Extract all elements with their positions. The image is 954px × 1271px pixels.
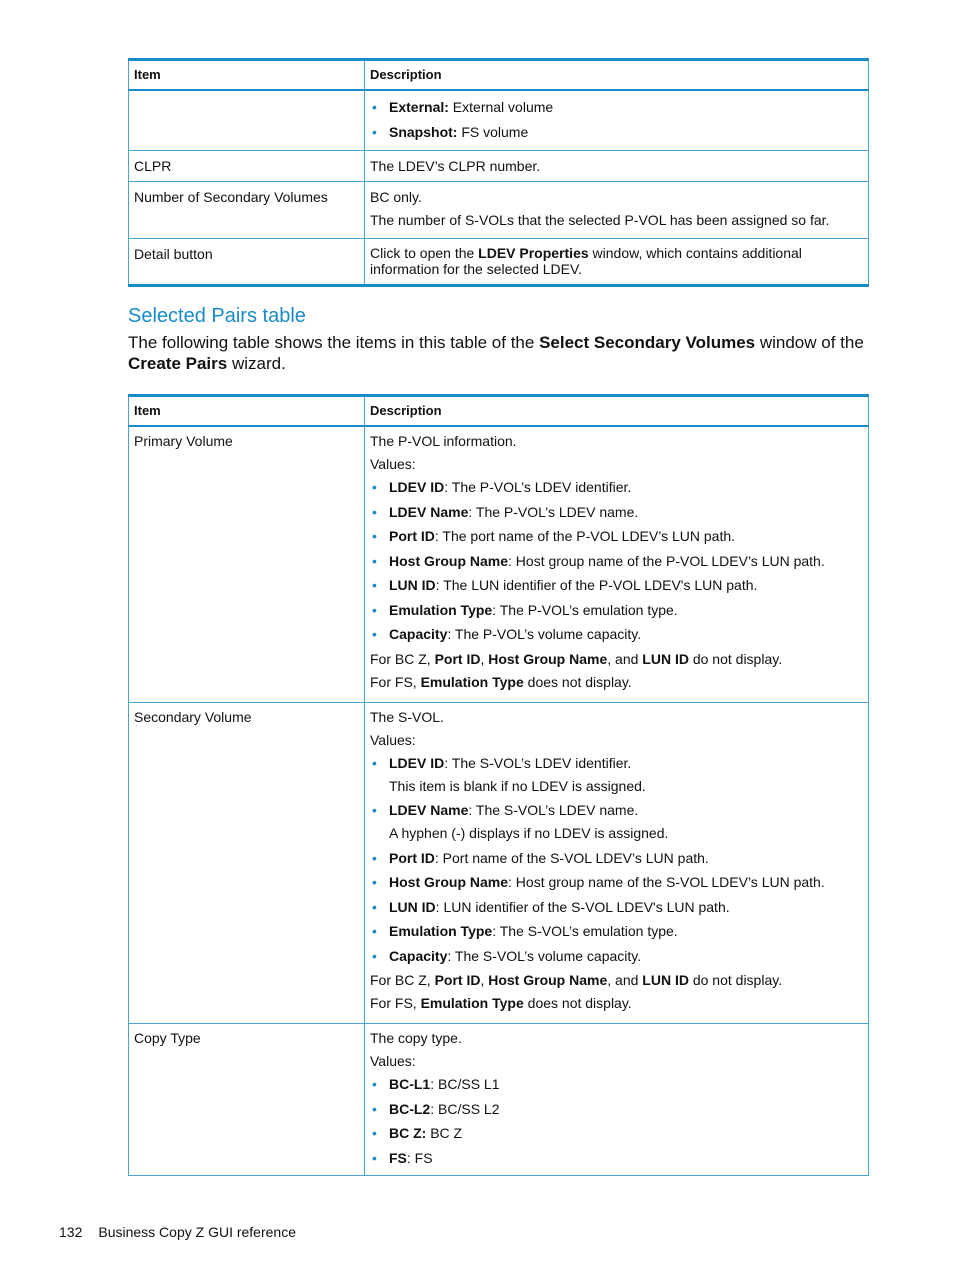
bullet-icon: •	[372, 947, 377, 964]
list-item	[370, 1123, 863, 1143]
window-name: LDEV Properties	[478, 245, 589, 261]
description-line: The copy type.	[370, 1030, 462, 1046]
note-term: Host Group Name	[488, 972, 608, 988]
term: Host Group Name	[389, 552, 509, 569]
bullet-icon: •	[372, 874, 377, 890]
table-header-row	[129, 396, 869, 427]
term-description: : The port name of the P-VOL LDEV’s LUN path.	[434, 528, 736, 544]
description-cell	[365, 426, 869, 702]
item-cell: Secondary Volume	[129, 702, 365, 1024]
term: FS	[389, 1149, 407, 1166]
intro-text: The following table shows the items in this table of the	[128, 333, 540, 352]
bullet-icon: •	[372, 626, 377, 642]
term-description: : Host group name of the S-VOL LDEV’s LUN path.	[508, 874, 825, 890]
list-item	[370, 1148, 863, 1168]
table-header-row	[129, 60, 869, 91]
wizard-name: Create Pairs	[128, 354, 228, 373]
term-description: : The P-VOL’s LDEV name.	[468, 503, 639, 520]
table-row	[129, 239, 869, 286]
note-line	[370, 970, 863, 990]
list-item	[370, 848, 863, 868]
term-description: : Port name of the S-VOL LDEV’s LUN path.	[434, 849, 709, 866]
note-term: Emulation Type	[420, 995, 524, 1011]
term: Capacity	[389, 947, 448, 964]
note-line	[370, 672, 863, 692]
description-cell	[365, 182, 869, 239]
description-line: Values:	[370, 731, 416, 748]
term: BC-L2	[389, 1100, 431, 1117]
term: Port ID	[389, 528, 435, 544]
bullet-icon: •	[372, 923, 377, 939]
note-text: , and	[607, 650, 643, 667]
description-cell	[365, 90, 869, 151]
term-note: A hyphen (-) displays if no LDEV is assigned.	[389, 825, 669, 841]
note-text: For BC Z,	[370, 650, 435, 667]
description-cell	[365, 239, 869, 286]
item-cell: Copy Type	[129, 1024, 365, 1176]
bullet-icon: •	[372, 479, 377, 495]
window-name: Select Secondary Volumes	[539, 333, 756, 352]
bullet-icon: •	[372, 754, 377, 771]
item-cell: CLPR	[129, 151, 365, 182]
term-description: : Host group name of the P-VOL LDEV’s LUN path.	[508, 552, 825, 569]
term-description: : The LUN identifier of the P-VOL LDEV's LUN path.	[435, 577, 758, 593]
term: BC-L1	[389, 1076, 431, 1092]
bullet-list	[370, 1074, 863, 1168]
table-row	[129, 151, 869, 182]
list-item	[370, 921, 863, 941]
term: Host Group Name	[389, 874, 509, 890]
note-term: LUN ID	[642, 972, 689, 988]
description-cell: The LDEV’s CLPR number.	[365, 151, 869, 182]
list-item	[370, 575, 863, 595]
selected-pairs-table	[128, 394, 869, 1176]
term-description: : BC/SS L1	[430, 1076, 500, 1092]
bullet-icon: •	[372, 577, 377, 593]
item-cell: Number of Secondary Volumes	[129, 182, 365, 239]
term-description: : FS	[406, 1149, 433, 1166]
list-item	[370, 526, 863, 546]
bullet-icon: •	[372, 99, 377, 115]
list-item	[370, 753, 863, 796]
column-header-description: Description	[365, 60, 869, 91]
list-item	[370, 97, 863, 117]
bullet-icon: •	[372, 898, 377, 915]
items-table-continued	[128, 58, 869, 287]
bullet-list	[370, 477, 863, 644]
note-text: does not display.	[523, 673, 632, 690]
bullet-list	[370, 97, 863, 142]
note-text: , and	[607, 972, 643, 988]
note-term: Emulation Type	[420, 673, 524, 690]
term-description: : The S-VOL’s emulation type.	[492, 923, 678, 939]
page-footer	[59, 1222, 296, 1242]
table-row	[129, 90, 869, 151]
term: BC Z:	[389, 1125, 427, 1141]
term: LUN ID	[389, 898, 436, 915]
list-item	[370, 502, 863, 522]
intro-text: wizard.	[227, 354, 286, 373]
note-term: Port ID	[434, 650, 481, 667]
page-number: 132	[59, 1224, 83, 1240]
bullet-icon: •	[372, 1100, 377, 1117]
description-line: The P-VOL information.	[370, 433, 517, 449]
description-line: The S-VOL.	[370, 708, 444, 725]
bullet-list	[370, 753, 863, 966]
term-description: : The S-VOL’s LDEV identifier.	[444, 754, 632, 771]
term: Emulation Type	[389, 601, 493, 618]
note-text: ,	[480, 650, 489, 667]
bullet-icon: •	[372, 528, 377, 544]
item-cell: Primary Volume	[129, 426, 365, 702]
term-description: FS volume	[457, 123, 529, 140]
term: LDEV ID	[389, 479, 445, 495]
item-cell: Detail button	[129, 239, 365, 286]
term-note: This item is blank if no LDEV is assigned.	[389, 777, 646, 794]
item-cell	[129, 90, 365, 151]
term: External:	[389, 99, 449, 115]
bullet-icon: •	[372, 552, 377, 569]
note-text: For BC Z,	[370, 972, 435, 988]
description-cell	[365, 1024, 869, 1176]
term-description: : LUN identifier of the S-VOL LDEV's LUN path.	[435, 898, 730, 915]
list-item	[370, 897, 863, 917]
note-text: ,	[480, 972, 489, 988]
term: Snapshot:	[389, 123, 458, 140]
column-header-item: Item	[129, 60, 365, 91]
term-description: : BC/SS L2	[430, 1100, 500, 1117]
bullet-icon: •	[372, 1125, 377, 1141]
term-description: BC Z	[426, 1125, 463, 1141]
chapter-title: Business Copy Z GUI reference	[98, 1224, 296, 1240]
table-row-copy-type	[129, 1024, 869, 1176]
column-header-description: Description	[365, 396, 869, 427]
term-description: : The P-VOL’s LDEV identifier.	[444, 479, 632, 495]
description-line: Values:	[370, 1053, 416, 1069]
bullet-icon: •	[372, 1149, 377, 1166]
note-term: LUN ID	[642, 650, 689, 667]
note-term: Host Group Name	[488, 650, 608, 667]
term: LUN ID	[389, 577, 436, 593]
note-text: does not display.	[523, 995, 632, 1011]
list-item	[370, 1099, 863, 1119]
list-item	[370, 800, 863, 843]
note-text: do not display.	[688, 650, 783, 667]
list-item	[370, 122, 863, 142]
note-text: do not display.	[688, 972, 783, 988]
note-line	[370, 993, 863, 1013]
description-cell	[365, 702, 869, 1024]
term: Emulation Type	[389, 923, 493, 939]
bullet-icon: •	[372, 802, 377, 818]
table-row	[129, 182, 869, 239]
term-description: : The S-VOL’s volume capacity.	[447, 947, 642, 964]
section-title: Selected Pairs table	[128, 305, 306, 327]
column-header-item: Item	[129, 396, 365, 427]
note-line	[370, 649, 863, 669]
list-item	[370, 946, 863, 966]
term: Capacity	[389, 626, 448, 642]
note-term: Port ID	[434, 972, 481, 988]
list-item	[370, 477, 863, 497]
list-item	[370, 600, 863, 620]
note-text: For FS,	[370, 995, 421, 1011]
bullet-icon: •	[372, 123, 377, 140]
description-line: BC only.	[370, 189, 422, 205]
bullet-icon: •	[372, 849, 377, 866]
description-line: The number of S-VOLs that the selected P-VOL has been assigned so far.	[370, 212, 830, 228]
description-text: Click to open the	[370, 245, 479, 261]
section-intro	[128, 332, 868, 374]
term: LDEV ID	[389, 754, 445, 771]
term-description: : The P-VOL’s volume capacity.	[447, 626, 642, 642]
term: LDEV Name	[389, 503, 469, 520]
term-description: : The P-VOL’s emulation type.	[492, 601, 678, 618]
bullet-icon: •	[372, 601, 377, 618]
bullet-icon: •	[372, 1076, 377, 1092]
bullet-icon: •	[372, 503, 377, 520]
intro-text: window of the	[755, 333, 864, 352]
note-text: For FS,	[370, 673, 421, 690]
description-text: window, which contains additional information for the selected LDEV.	[370, 245, 802, 277]
table-row-secondary-volume	[129, 702, 869, 1024]
list-item	[370, 872, 863, 892]
term: Port ID	[389, 849, 435, 866]
term-description: External volume	[448, 99, 554, 115]
description-line: Values:	[370, 456, 416, 472]
table-row-primary-volume	[129, 426, 869, 702]
term: LDEV Name	[389, 802, 469, 818]
term-description: : The S-VOL’s LDEV name.	[468, 802, 639, 818]
list-item	[370, 1074, 863, 1094]
list-item	[370, 624, 863, 644]
list-item	[370, 551, 863, 571]
